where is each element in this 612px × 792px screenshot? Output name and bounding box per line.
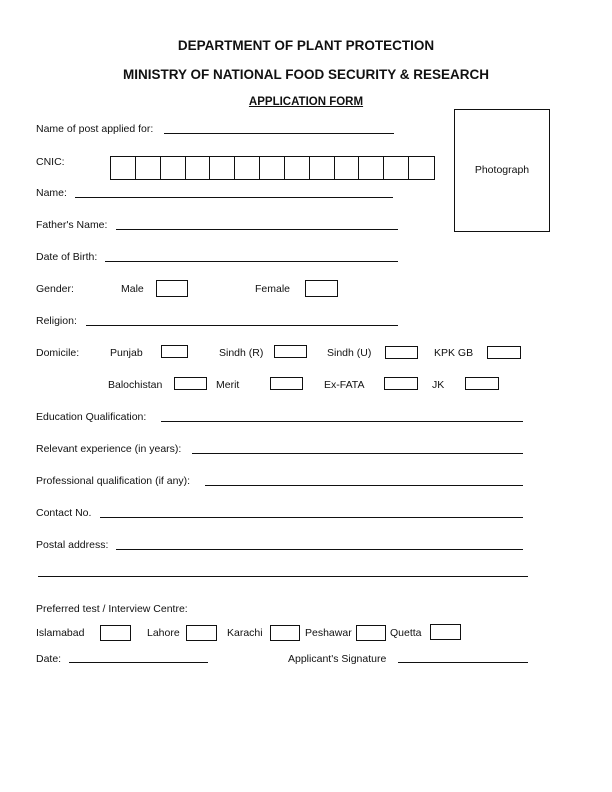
religion-input-line[interactable]: [86, 325, 398, 326]
gender-female-label: Female: [255, 283, 291, 295]
cnic-digit-cell[interactable]: [161, 157, 186, 179]
domicile-jk-checkbox[interactable]: [465, 377, 499, 390]
cnic-digit-cell[interactable]: [285, 157, 310, 179]
date-input-line[interactable]: [69, 662, 208, 663]
photograph-box[interactable]: [454, 109, 550, 232]
professional-label: Professional qualification (if any):: [36, 475, 191, 487]
domicile-kpk-gb-checkbox[interactable]: [487, 346, 521, 359]
name-input-line[interactable]: [75, 197, 393, 198]
contact-input-line[interactable]: [100, 517, 523, 518]
centre-islamabad-checkbox[interactable]: [100, 625, 131, 641]
centre-lahore-label: Lahore: [147, 627, 180, 639]
gender-male-checkbox[interactable]: [156, 280, 188, 297]
domicile-punjab-checkbox[interactable]: [161, 345, 188, 358]
domicile-sindh-r-label: Sindh (R): [219, 347, 264, 359]
religion-label: Religion:: [36, 315, 77, 327]
post-input-line[interactable]: [164, 133, 394, 134]
dob-label: Date of Birth:: [36, 251, 98, 263]
cnic-digit-cell[interactable]: [409, 157, 433, 179]
cnic-digit-cell[interactable]: [136, 157, 161, 179]
domicile-ex-fata-label: Ex-FATA: [324, 379, 365, 391]
photograph-label: Photograph: [474, 164, 530, 176]
cnic-label: CNIC:: [36, 156, 65, 168]
cnic-digit-cell[interactable]: [186, 157, 211, 179]
name-label: Name:: [36, 187, 67, 199]
domicile-balochistan-label: Balochistan: [108, 379, 163, 391]
form-title: APPLICATION FORM: [248, 96, 364, 108]
centre-quetta-checkbox[interactable]: [430, 624, 461, 640]
gender-female-checkbox[interactable]: [305, 280, 338, 297]
centre-peshawar-label: Peshawar: [305, 627, 352, 639]
centre-lahore-checkbox[interactable]: [186, 625, 217, 641]
domicile-sindh-r-checkbox[interactable]: [274, 345, 307, 358]
department-title: DEPARTMENT OF PLANT PROTECTION: [177, 38, 435, 53]
gender-label: Gender:: [36, 283, 74, 295]
postal-input-line[interactable]: [116, 549, 523, 550]
education-input-line[interactable]: [161, 421, 523, 422]
signature-input-line[interactable]: [398, 662, 528, 663]
postal-input-line-2[interactable]: [38, 576, 528, 577]
experience-input-line[interactable]: [192, 453, 523, 454]
ministry-title: MINISTRY OF NATIONAL FOOD SECURITY & RESEARCH: [122, 67, 490, 82]
father-name-label: Father's Name:: [36, 219, 108, 231]
centre-quetta-label: Quetta: [390, 627, 422, 639]
domicile-merit-label: Merit: [216, 379, 240, 391]
postal-label: Postal address:: [36, 539, 109, 551]
contact-label: Contact No.: [36, 507, 92, 519]
domicile-punjab-label: Punjab: [110, 347, 143, 359]
experience-label: Relevant experience (in years):: [36, 443, 182, 455]
professional-input-line[interactable]: [205, 485, 523, 486]
cnic-digit-cell[interactable]: [335, 157, 360, 179]
domicile-sindh-u-label: Sindh (U): [327, 347, 372, 359]
post-label: Name of post applied for:: [36, 123, 154, 135]
domicile-label: Domicile:: [36, 347, 80, 359]
domicile-ex-fata-checkbox[interactable]: [384, 377, 418, 390]
cnic-digit-cell[interactable]: [111, 157, 136, 179]
dob-input-line[interactable]: [105, 261, 398, 262]
centre-karachi-label: Karachi: [227, 627, 263, 639]
centre-peshawar-checkbox[interactable]: [356, 625, 386, 641]
domicile-balochistan-checkbox[interactable]: [174, 377, 207, 390]
domicile-merit-checkbox[interactable]: [270, 377, 303, 390]
cnic-digit-cell[interactable]: [359, 157, 384, 179]
centre-islamabad-label: Islamabad: [36, 627, 85, 639]
signature-label: Applicant's Signature: [288, 653, 387, 665]
centre-karachi-checkbox[interactable]: [270, 625, 300, 641]
cnic-digit-cell[interactable]: [310, 157, 335, 179]
cnic-digit-cell[interactable]: [260, 157, 285, 179]
cnic-digit-cell[interactable]: [235, 157, 260, 179]
father-name-input-line[interactable]: [116, 229, 398, 230]
date-label: Date:: [36, 653, 62, 665]
education-label: Education Qualification:: [36, 411, 147, 423]
centre-label: Preferred test / Interview Centre:: [36, 603, 188, 615]
domicile-jk-label: JK: [432, 379, 445, 391]
cnic-input-grid[interactable]: [110, 156, 435, 180]
gender-male-label: Male: [121, 283, 144, 295]
cnic-digit-cell[interactable]: [210, 157, 235, 179]
cnic-digit-cell[interactable]: [384, 157, 409, 179]
domicile-kpk-gb-label: KPK GB: [434, 347, 474, 359]
domicile-sindh-u-checkbox[interactable]: [385, 346, 418, 359]
